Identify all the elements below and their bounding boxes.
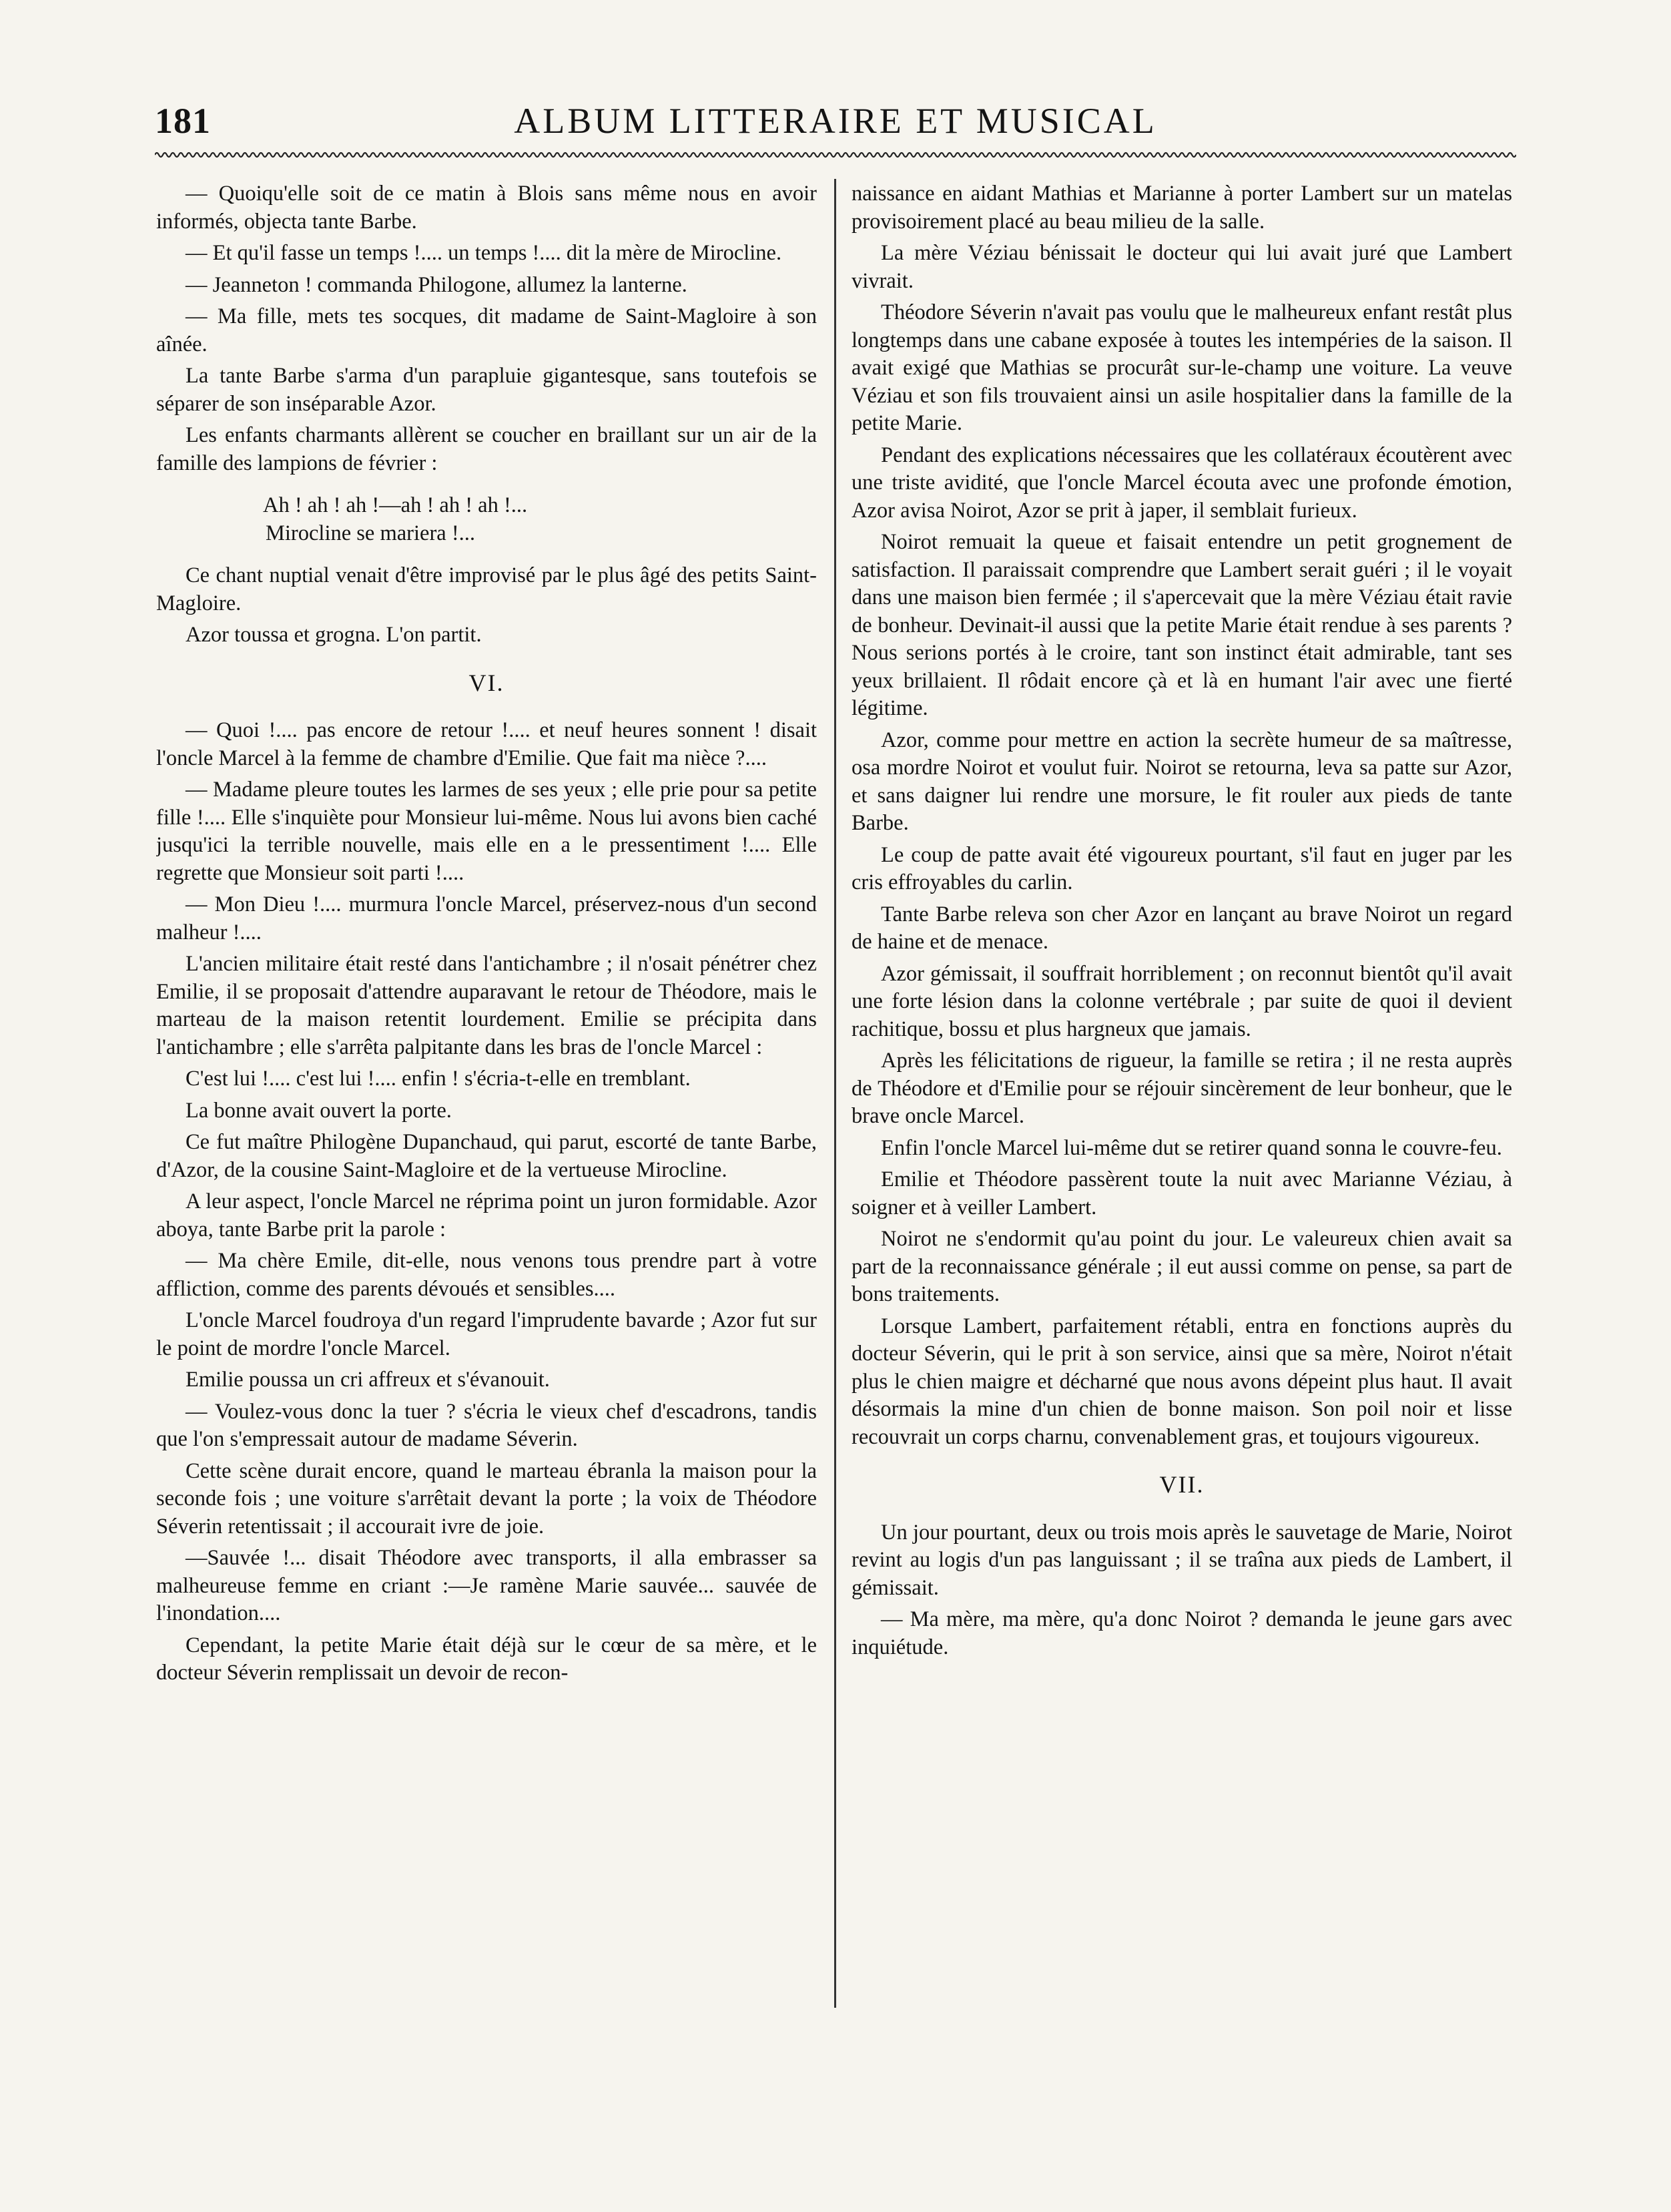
paragraph: Azor toussa et grogna. L'on partit. bbox=[186, 623, 482, 647]
paragraph: Les enfants charmants allèrent se coucher en braillant sur un air de la famille des lampions de février : bbox=[156, 423, 817, 475]
paragraph: Après les félicitations de rigueur, la famille se retira ; il ne resta auprès de Théodore et d'Emilie pour se réjouir sincèrement de leur bonheur, que le brave oncle Marcel. bbox=[852, 1049, 1512, 1128]
paragraph: La mère Véziau bénissait le docteur qui lui avait juré que Lambert vivrait. bbox=[852, 241, 1512, 293]
column-divider bbox=[834, 179, 836, 2008]
paragraph: Ce chant nuptial venait d'être improvisé par le plus âgé des petits Saint-Magloire. bbox=[156, 563, 817, 615]
song-verse bbox=[263, 492, 817, 547]
paragraph: — Ma fille, mets tes socques, dit madame de Saint-Magloire à son aînée. bbox=[156, 304, 817, 356]
chapter-heading-vii: VII. bbox=[1159, 1471, 1205, 1498]
paragraph: Le coup de patte avait été vigoureux pourtant, s'il faut en juger par les cris effroyables du carlin. bbox=[852, 842, 1512, 894]
paragraph: L'oncle Marcel foudroya d'un regard l'imprudente bavarde ; Azor fut sur le point de mordre l'oncle Marcel. bbox=[156, 1308, 817, 1360]
running-title: ALBUM LITTERAIRE ET MUSICAL bbox=[514, 101, 1157, 141]
paragraph: — Voulez-vous donc la tuer ? s'écria le vieux chef d'escadrons, tandis que l'on s'empressait autour de madame Séverin. bbox=[156, 1399, 817, 1451]
paragraph: Théodore Séverin n'avait pas voulu que le malheureux enfant restât plus longtemps dans une cabane exposée à toutes les intempéries de la saison. Il avait exigé que Mathias se procurât sur-le-champ une voiture. La veuve Véziau et son fils trouvaient ainsi un asile hospitalier dans la famille de la petite Marie. bbox=[852, 300, 1512, 435]
paragraph: Pendant des explications nécessaires que les collatéraux écoutèrent avec une triste avidité, que l'oncle Marcel écouta avec une profonde émotion, Azor avisa Noirot, Azor se prit à japer, il semblait furieux. bbox=[852, 443, 1512, 523]
paragraph: naissance en aidant Mathias et Marianne à porter Lambert sur un matelas provisoirement placé au beau milieu de la salle. bbox=[852, 182, 1512, 234]
paragraph: — Quoiqu'elle soit de ce matin à Blois sans même nous en avoir informés, objecta tante Barbe. bbox=[156, 182, 817, 234]
paragraph: — Quoi !.... pas encore de retour !.... et neuf heures sonnent ! disait l'oncle Marcel à la femme de chambre d'Emilie. Que fait ma nièce ?.... bbox=[156, 718, 817, 770]
paragraph: Noirot remuait la queue et faisait entendre un petit grognement de satisfaction. Il paraissait comprendre que Lambert serait guéri ; il le voyait dans une maison bien fermée ; il s'apercevait que la mère Véziau était ravie de bonheur. Devinait-il aussi que la petite Marie était rendue à ses parents ? Nous serions portés à le croire, tant son instinct était admirable, tant ses yeux brillaient. Il rôdait encore çà et là en humant l'air avec une fierté légitime. bbox=[852, 530, 1512, 720]
page-number: 181 bbox=[155, 101, 211, 141]
right-column bbox=[852, 180, 1512, 2149]
paragraph: La tante Barbe s'arma d'un parapluie gigantesque, sans toutefois se séparer de son inséparable Azor. bbox=[156, 364, 817, 416]
paragraph: Noirot ne s'endormit qu'au point du jour. Le valeureux chien avait sa part de la reconnaissance générale ; il eut aussi comme on pense, sa part de bons traitements. bbox=[852, 1227, 1512, 1306]
paragraph: C'est lui !.... c'est lui !.... enfin ! s'écria-t-elle en tremblant. bbox=[186, 1067, 691, 1091]
paragraph: — Ma mère, ma mère, qu'a donc Noirot ? demanda le jeune gars avec inquiétude. bbox=[852, 1607, 1512, 1659]
header-wavy-rule bbox=[155, 150, 1516, 160]
paragraph: Azor, comme pour mettre en action la secrète humeur de sa maîtresse, osa mordre Noirot et voulut fuir. Noirot se retourna, leva sa patte sur Azor, et sans daigner lui rendre une morsure, le fit rouler aux pieds de tante Barbe. bbox=[852, 728, 1512, 835]
paragraph: — Ma chère Emile, dit-elle, nous venons tous prendre part à votre affliction, comme des parents dévoués et sensibles.... bbox=[156, 1249, 817, 1301]
paragraph: A leur aspect, l'oncle Marcel ne réprima point un juron formidable. Azor aboya, tante Barbe prit la parole : bbox=[156, 1189, 817, 1241]
verse-line: Mirocline se mariera !... bbox=[266, 521, 476, 545]
paragraph: Emilie et Théodore passèrent toute la nuit avec Marianne Véziau, à soigner et à veiller Lambert. bbox=[852, 1167, 1512, 1219]
chapter-heading-vi: VI. bbox=[468, 669, 505, 696]
paragraph: Cette scène durait encore, quand le marteau ébranla la maison pour la seconde fois ; une voiture s'arrêtait devant la porte ; la voix de Théodore Séverin retentissait ; il accourait ivre de joie. bbox=[156, 1458, 817, 1539]
paragraph: Azor gémissait, il souffrait horriblement ; on reconnut bientôt qu'il avait une forte lésion dans la colonne vertébrale ; par suite de quoi il devient rachitique, bossu et plus hargneux que jamais. bbox=[852, 961, 1512, 1041]
paragraph: Lorsque Lambert, parfaitement rétabli, entra en fonctions auprès du docteur Séverin, qui le prit à son service, ainsi que sa mère, Noirot n'était plus le chien maigre et décharné que nous avons dépeint plus haut. Il avait désormais la mine d'un chien de bonne maison. Son poil noir et lisse recouvrait un corps charnu, convenablement gras, et toujours vigoureux. bbox=[852, 1314, 1512, 1449]
paragraph: Un jour pourtant, deux ou trois mois après le sauvetage de Marie, Noirot revint au logis d'un pas languissant ; il se traîna aux pieds de Lambert, il gémissait. bbox=[852, 1520, 1512, 1600]
paragraph: Emilie poussa un cri affreux et s'évanouit. bbox=[186, 1368, 550, 1392]
paragraph: Tante Barbe releva son cher Azor en lançant au brave Noirot un regard de haine et de menace. bbox=[852, 902, 1512, 954]
paragraph: — Jeanneton ! commanda Philogone, allumez la lanterne. bbox=[186, 272, 687, 297]
paragraph: La bonne avait ouvert la porte. bbox=[186, 1098, 452, 1123]
left-column bbox=[156, 180, 817, 2149]
paragraph: — Madame pleure toutes les larmes de ses yeux ; elle prie pour sa petite fille !.... Elle s'inquiète pour Monsieur lui-même. Nous lui avons bien caché jusqu'ici la terrible nouvelle, mais elle en a le pressentiment !.... Elle regrette que Monsieur soit parti !.... bbox=[156, 778, 817, 885]
paragraph: Enfin l'oncle Marcel lui-même dut se retirer quand sonna le couvre-feu. bbox=[881, 1135, 1502, 1160]
paragraph: — Et qu'il fasse un temps !.... un temps !.... dit la mère de Mirocline. bbox=[186, 241, 782, 265]
paragraph: — Mon Dieu !.... murmura l'oncle Marcel, préservez-nous d'un second malheur !.... bbox=[156, 892, 817, 944]
paragraph: Cependant, la petite Marie était déjà sur le cœur de sa mère, et le docteur Séverin remplissait un devoir de recon- bbox=[156, 1633, 817, 1685]
verse-line: Ah ! ah ! ah !—ah ! ah ! ah !... bbox=[263, 493, 528, 517]
paragraph: Ce fut maître Philogène Dupanchaud, qui parut, escorté de tante Barbe, d'Azor, de la cousine Saint-Magloire et de la vertueuse Mirocline. bbox=[156, 1130, 817, 1182]
page-header bbox=[155, 100, 1516, 154]
paragraph: —Sauvée !... disait Théodore avec transports, il alla embrasser sa malheureuse femme en criant :—Je ramène Marie sauvée... sauvée de l'inondation.... bbox=[156, 1546, 817, 1625]
paragraph: L'ancien militaire était resté dans l'antichambre ; il n'osait pénétrer chez Emilie, il se proposait d'attendre auparavant le retour de Théodore, mais le marteau de la maison retentit lourdement. Emilie se précipita dans l'antichambre ; elle s'arrêta palpitante dans les bras de l'oncle Marcel : bbox=[156, 952, 817, 1059]
